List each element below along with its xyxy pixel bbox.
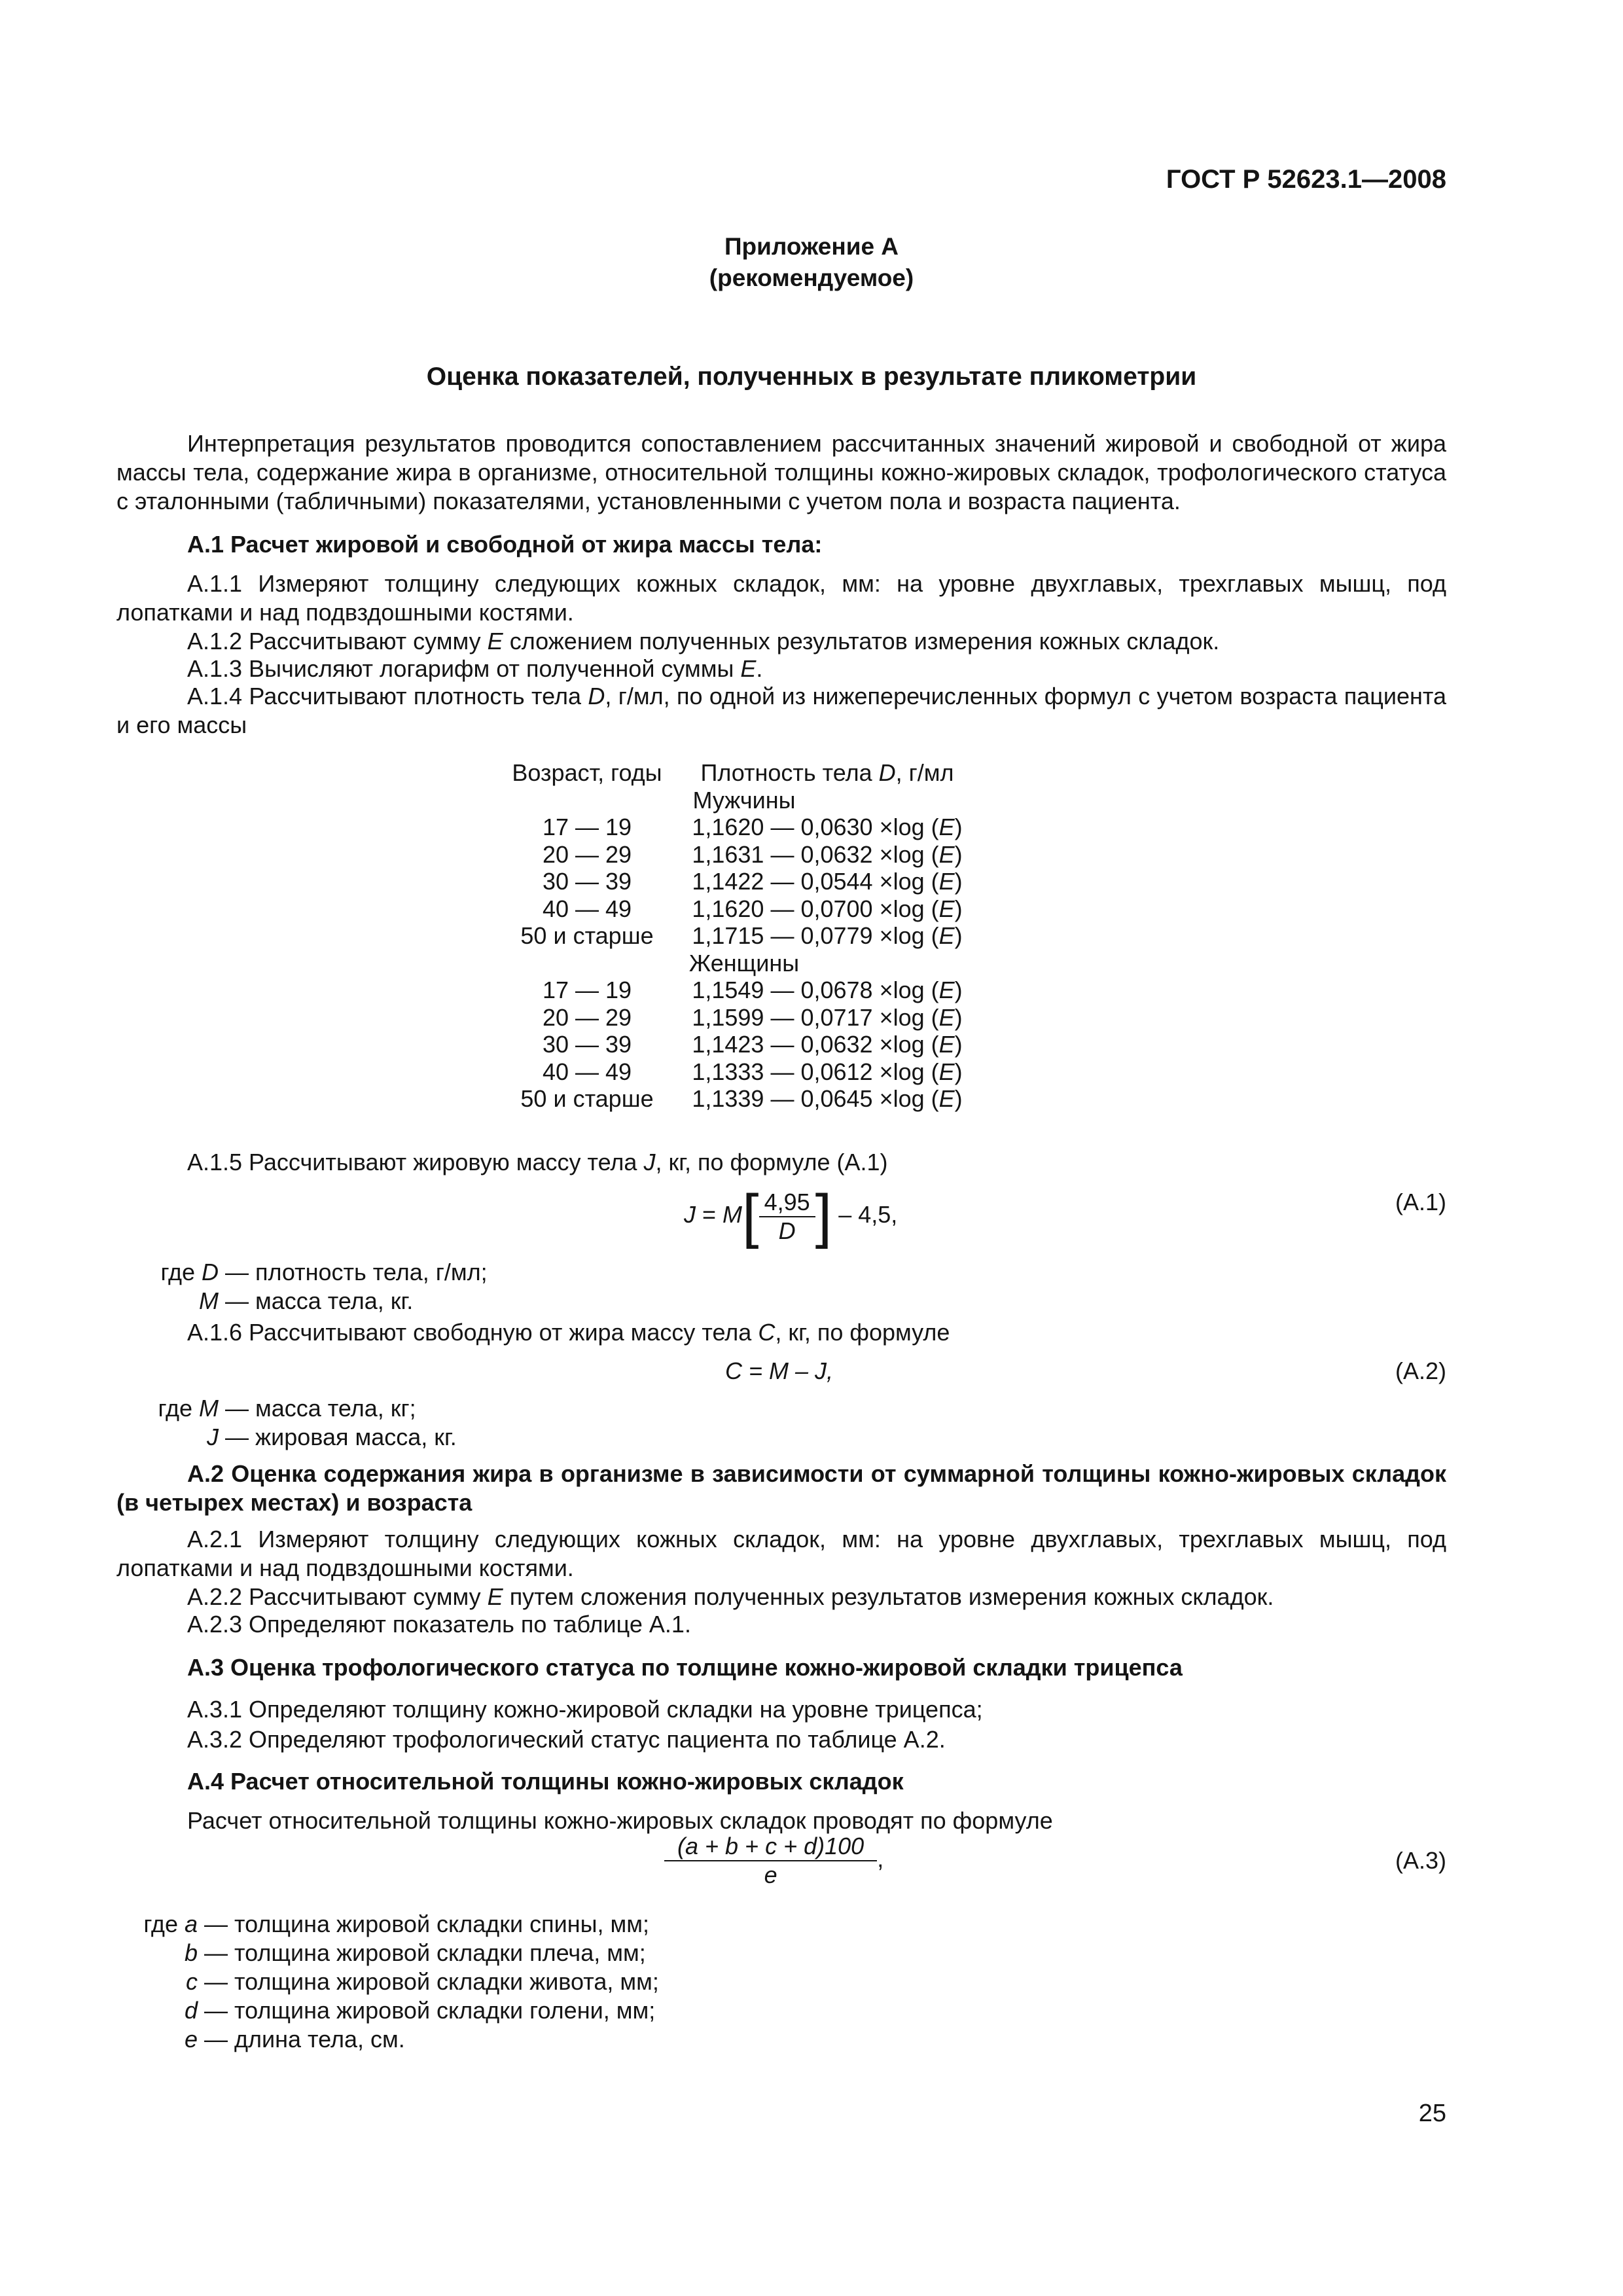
text: = <box>696 1201 723 1229</box>
log-var: E <box>938 1003 955 1031</box>
variable: e <box>184 2026 198 2053</box>
variable: M <box>199 1395 219 1422</box>
definition-label <box>131 1939 198 1967</box>
paragraph-a1-6 <box>187 1318 950 1347</box>
paragraph-a2-3: А.2.3 Определяют показатель по таблице А.1. <box>187 1611 691 1638</box>
formula-cell <box>670 922 984 950</box>
log-suffix: ) <box>954 977 963 1003</box>
paragraph-a2-1: А.2.1 Измеряют толщину следующих кожных складок, мм: на уровне двухглавых, трехглавых мышц, под лопатками и над подвздошными костями. <box>116 1526 1446 1581</box>
intro-paragraph: Интерпретация результатов проводится сопоставлением рассчитанных значений жировой и свободной от жира массы тела, содержание жира в организме, относительной толщины кожно-жировых складок, трофологического статуса с эталонными (табличными) показателями, установленными с учетом пола и возраста пациента. <box>116 430 1446 514</box>
definition-row <box>131 1287 488 1316</box>
var: D <box>878 759 896 786</box>
column-header-density <box>670 759 984 787</box>
log-prefix: ×log ( <box>872 868 939 895</box>
age-cell: 17 — 19 <box>542 814 632 840</box>
paragraph-a3-2: А.3.2 Определяют трофологический статус пациента по таблице А.2. <box>187 1726 946 1753</box>
formula-text: 1,1333 — 0,0612 <box>692 1058 873 1085</box>
definition-label <box>131 1423 219 1452</box>
text: , кг, по формуле <box>775 1319 950 1346</box>
variable: d <box>184 1997 198 2024</box>
fraction <box>664 1833 877 1889</box>
appendix-title: Приложение А <box>724 233 899 260</box>
equation-number: (А.1) <box>1395 1189 1446 1215</box>
var: J <box>643 1149 656 1175</box>
formula-a3 <box>664 1833 883 1889</box>
log-var: E <box>938 1031 955 1058</box>
definition-row <box>131 1394 457 1423</box>
log-var: E <box>938 1058 955 1085</box>
bracket-open: [ <box>742 1183 759 1249</box>
formula-cell <box>670 814 984 841</box>
log-prefix: ×log ( <box>872 1085 939 1112</box>
text: . <box>756 655 763 682</box>
paragraph-a3-1: А.3.1 Определяют толщину кожно-жировой складки на уровне трицепса; <box>187 1696 983 1723</box>
age-cell: 30 — 39 <box>542 1031 632 1058</box>
table-row <box>504 1004 984 1031</box>
definition-label <box>131 1910 198 1939</box>
dash: — <box>198 1997 235 2024</box>
age-cell: 20 — 29 <box>542 840 632 868</box>
definition-row <box>131 1967 659 1996</box>
density-table <box>504 759 984 1113</box>
definition-row <box>131 2025 659 2054</box>
text: А.1.3 Вычисляют логарифм от полученной суммы <box>187 655 741 682</box>
log-prefix: ×log ( <box>872 1003 939 1031</box>
definition-text: масса тела, кг; <box>255 1395 416 1422</box>
log-suffix: ) <box>954 895 963 922</box>
formula-cell <box>670 841 984 869</box>
document-code: ГОСТ Р 52623.1—2008 <box>1166 165 1446 194</box>
text: , <box>877 1845 884 1873</box>
table-row <box>504 977 984 1004</box>
log-prefix: ×log ( <box>872 1058 939 1085</box>
formula-text: 1,1339 — 0,0645 <box>692 1085 873 1112</box>
age-cell: 40 — 49 <box>542 1058 632 1085</box>
dash: — <box>219 1424 256 1450</box>
page-number: 25 <box>1418 2100 1446 2127</box>
var: M <box>722 1201 743 1229</box>
age-cell: 30 — 39 <box>542 868 632 895</box>
denominator: D <box>778 1217 796 1244</box>
age-cell: 40 — 49 <box>542 895 632 922</box>
age-cell: 17 — 19 <box>542 977 632 1003</box>
table-row <box>504 895 984 923</box>
formula-text: 1,1423 — 0,0632 <box>692 1031 873 1058</box>
paragraph-a2-2 <box>187 1583 1274 1611</box>
column-header-age: Возраст, годы <box>512 759 662 786</box>
table-header-row <box>504 759 984 787</box>
appendix-status: (рекомендуемое) <box>709 264 914 291</box>
formula-cell <box>670 868 984 895</box>
table-row <box>504 922 984 950</box>
age-cell: 20 — 29 <box>542 1003 632 1031</box>
definition-text: толщина жировой складки спины, мм; <box>234 1910 649 1937</box>
log-prefix: ×log ( <box>872 840 939 868</box>
where-list-1 <box>131 1258 488 1316</box>
log-var: E <box>938 814 955 840</box>
log-var: E <box>938 922 955 949</box>
table-row <box>504 1058 984 1086</box>
where-prefix: где <box>158 1395 199 1422</box>
where-prefix: где <box>160 1259 202 1285</box>
definition-text: толщина жировой складки живота, мм; <box>234 1968 659 1995</box>
formula-text: 1,1599 — 0,0717 <box>692 1003 873 1031</box>
definition-row <box>131 1423 457 1452</box>
log-suffix: ) <box>954 1085 963 1112</box>
text: сложением полученных результатов измерения кожных складок. <box>503 628 1220 655</box>
equation-number: (А.3) <box>1395 1847 1446 1874</box>
formula-a1 <box>684 1182 897 1251</box>
paragraph-a4-1: Расчет относительной толщины кожно-жировых складок проводят по формуле <box>187 1807 1053 1834</box>
bracket-close: ] <box>815 1183 832 1249</box>
formula-text: 1,1620 — 0,0700 <box>692 895 873 922</box>
dash: — <box>219 1259 256 1285</box>
group-label: Мужчины <box>692 786 796 814</box>
dash: — <box>198 1968 235 1995</box>
log-prefix: ×log ( <box>872 814 939 840</box>
variable: a <box>184 1910 198 1937</box>
variable: b <box>184 1939 198 1966</box>
var: E <box>740 655 757 682</box>
definition-row <box>131 1996 659 2025</box>
formula-cell <box>670 1004 984 1031</box>
dash: — <box>198 1910 235 1937</box>
definition-label <box>131 1394 219 1423</box>
variable: M <box>199 1287 219 1314</box>
text: путем сложения полученных результатов измерения кожных складок. <box>503 1583 1274 1610</box>
equation-number: (А.2) <box>1395 1357 1446 1384</box>
section-a1-heading: А.1 Расчет жировой и свободной от жира массы тела: <box>187 531 823 558</box>
age-cell: 50 и старше <box>520 922 654 949</box>
definition-label <box>131 2025 198 2054</box>
definition-label <box>131 1287 219 1316</box>
age-cell: 50 и старше <box>520 1085 654 1112</box>
text: А.1.2 Рассчитывают сумму <box>187 628 488 655</box>
numerator: (a + b + c + d)100 <box>664 1833 877 1861</box>
variable: D <box>202 1259 219 1285</box>
log-suffix: ) <box>954 840 963 868</box>
where-list-2 <box>131 1394 457 1452</box>
text: А.1.6 Рассчитывают свободную от жира массу тела <box>187 1319 758 1346</box>
paragraph-a1-1: А.1.1 Измеряют толщину следующих кожных складок, мм: на уровне двухглавых, трехглавых мышц, под лопатками и над подвздошными костями. <box>116 570 1446 626</box>
text: , кг, по формуле (А.1) <box>655 1149 888 1175</box>
text: – 4,5, <box>832 1201 898 1229</box>
definition-row <box>131 1910 659 1939</box>
definition-text: жировая масса, кг. <box>255 1424 457 1450</box>
formula-text: 1,1549 — 0,0678 <box>692 977 873 1003</box>
table-group-row <box>504 787 984 814</box>
paragraph-a1-3 <box>187 655 762 683</box>
paragraph-a1-5 <box>187 1148 888 1177</box>
denominator: e <box>764 1861 777 1888</box>
where-prefix: где <box>143 1910 185 1937</box>
log-suffix: ) <box>954 922 963 949</box>
var: D <box>588 683 605 709</box>
definition-text: толщина жировой складки плеча, мм; <box>234 1939 646 1966</box>
definition-text: масса тела, кг. <box>255 1287 414 1314</box>
definition-label <box>131 1967 198 1996</box>
formula-cell <box>670 1031 984 1058</box>
table-row <box>504 814 984 841</box>
definition-text: толщина жировой складки голени, мм; <box>234 1997 656 2024</box>
log-prefix: ×log ( <box>872 922 939 949</box>
section-a3-heading: А.3 Оценка трофологического статуса по толщине кожно-жировой складки трицепса <box>187 1654 1183 1681</box>
formula-text: 1,1620 — 0,0630 <box>692 814 873 840</box>
paragraph-a1-4 <box>116 682 1446 740</box>
formula-text: 1,1631 — 0,0632 <box>692 840 873 868</box>
formula-text: 1,1715 — 0,0779 <box>692 922 873 949</box>
page-title: Оценка показателей, полученных в результате пликометрии <box>426 363 1197 391</box>
text: А.1.4 Рассчитывают плотность тела <box>187 683 588 709</box>
formula-cell <box>670 1058 984 1086</box>
text: Плотность тела <box>700 759 879 786</box>
section-a2-heading: А.2 Оценка содержания жира в организме в зависимости от суммарной толщины кожно-жировых складок (в четырех местах) и возраста <box>116 1460 1446 1516</box>
table-row <box>504 1031 984 1058</box>
fraction <box>759 1189 815 1245</box>
log-var: E <box>938 895 955 922</box>
text: , г/мл, по одной из нижеперечисленных формул с учетом возраста пациента и его массы <box>116 683 1446 738</box>
variable: c <box>186 1968 198 1995</box>
dash: — <box>219 1395 256 1422</box>
log-suffix: ) <box>954 814 963 840</box>
text: А.1.5 Рассчитывают жировую массу тела <box>187 1149 644 1175</box>
log-var: E <box>938 977 955 1003</box>
table-row <box>504 868 984 895</box>
log-suffix: ) <box>954 1031 963 1058</box>
definition-label <box>131 1258 219 1287</box>
definition-text: плотность тела, г/мл; <box>255 1259 488 1285</box>
definition-label <box>131 1996 198 2025</box>
log-var: E <box>938 1085 955 1112</box>
definition-row <box>131 1258 488 1287</box>
formula-text: 1,1422 — 0,0544 <box>692 868 873 895</box>
var: C <box>758 1319 776 1346</box>
group-label: Женщины <box>688 949 800 977</box>
paragraph-a1-2 <box>187 627 1219 656</box>
numerator: 4,95 <box>759 1189 815 1217</box>
text: А.2.2 Рассчитывают сумму <box>187 1583 488 1610</box>
var: J <box>684 1201 696 1229</box>
formula-cell <box>670 1085 984 1113</box>
text: , г/мл <box>895 759 954 786</box>
table-row <box>504 841 984 869</box>
var: E <box>487 628 503 655</box>
definition-row <box>131 1939 659 1967</box>
log-prefix: ×log ( <box>872 977 939 1003</box>
log-suffix: ) <box>954 1003 963 1031</box>
where-list-3 <box>131 1910 659 2054</box>
log-prefix: ×log ( <box>872 895 939 922</box>
section-a4-heading: А.4 Расчет относительной толщины кожно-жировых складок <box>187 1768 904 1795</box>
dash: — <box>198 1939 235 1966</box>
var: E <box>487 1583 503 1610</box>
formula-a2: C = M – J, <box>725 1357 834 1384</box>
log-var: E <box>938 868 955 895</box>
formula-cell <box>670 977 984 1004</box>
log-prefix: ×log ( <box>872 1031 939 1058</box>
dash: — <box>198 2026 235 2053</box>
dash: — <box>219 1287 256 1314</box>
log-var: E <box>938 840 955 868</box>
formula-cell <box>670 895 984 923</box>
table-group-row <box>504 950 984 977</box>
definition-text: длина тела, см. <box>234 2026 405 2053</box>
table-row <box>504 1085 984 1113</box>
variable: J <box>207 1424 219 1450</box>
log-suffix: ) <box>954 1058 963 1085</box>
log-suffix: ) <box>954 868 963 895</box>
